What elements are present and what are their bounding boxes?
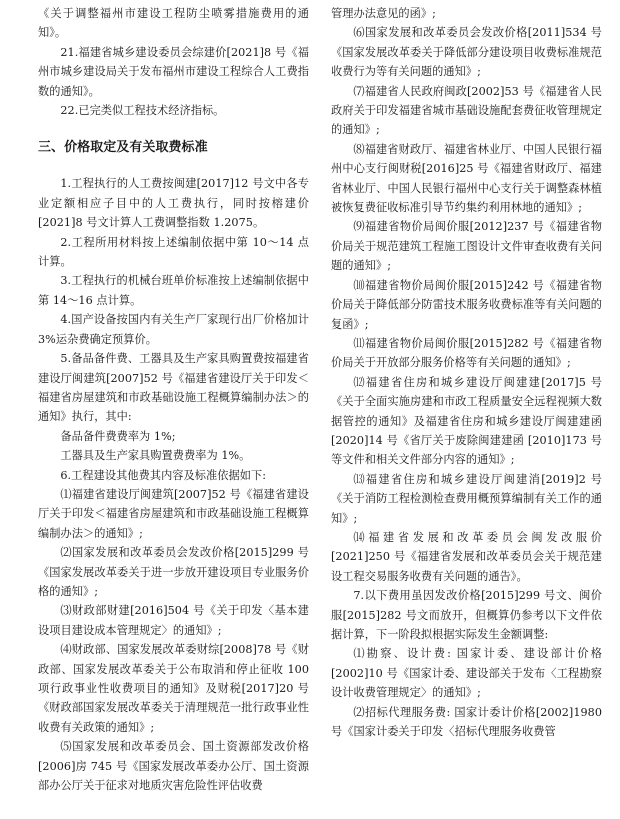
paragraph: 21.福建省城乡建设委员会综建价[2021]8 号《福州市城乡建设局关于发布福州市建设工程综合人工费指数的通知》。 (38, 45, 309, 98)
paragraph: ⑼福建省物价局闽价服[2012]237 号《福建省物价局关于规范建筑工程施工图设计文件审查收费有关问题的通知》; (331, 220, 602, 273)
paragraph: ⑹国家发展和改革委员会发改价格[2011]534 号《国家发展改革委关于降低部分建设项目收费标准规范收费行为等有关问题的通知》; (331, 26, 602, 79)
paragraph: ⑻福建省财政厅、福建省林业厅、中国人民银行福州中心支行闽财税[2016]25 号《福建省财政厅、福建省林业厅、中国人民银行福州中心支行关于调整森林植被恢复费征收标准引导节约集约利用林地的通知》; (331, 142, 602, 215)
paragraph: 工器具及生产家具购置费费率为 1%。 (60, 449, 251, 463)
paragraph: 2.工程所用材料按上述编制依据中第 10～14 点计算。 (38, 235, 309, 269)
paragraph: ⒀福建省住房和城乡建设厅闽建消[2019]2 号《关于消防工程检测检查费用概预算编制有关工作的通知》; (331, 472, 602, 525)
paragraph: ⑵招标代理服务费: 国家计委计价格[2002]1980 号《国家计委关于印发〈招标代理服务收费管 (331, 705, 602, 739)
paragraph: 4.国产设备按国内有关生产厂家现行出厂价格加计 3%运杂费确定预算价。 (38, 313, 309, 346)
paragraph: ⑴福建省建设厅闽建筑[2007]52 号《福建省建设厅关于印发＜福建省房屋建筑和市政基础设施工程概算编制办法＞的通知》; (38, 487, 309, 540)
paragraph: ⒁福建省发展和改革委员会闽发改服价[2021]250 号《福建省发展和改革委员会关于规范建设工程交易服务收费有关问题的通告》。 (331, 530, 602, 583)
paragraph: 7.以下费用虽因发改价格[2015]299 号文、闽价服[2015]282 号文而放开，但概算仍参考以下文件依据计算，下一阶段拟根据实际发生金额调整: (331, 589, 602, 641)
paragraph: 《关于调整福州市建设工程防尘喷雾措施费用的通知》。 (38, 7, 309, 40)
paragraph: ⑸国家发展和改革委员会、国土资源部发改价格[2006]房 745 号《国家发展改革委办公厅、国土资源部办公厅关于征求对地质灾害危险性评估收费 (38, 740, 309, 793)
left-column (38, 4, 309, 795)
paragraph: 备品备件费费率为 1%; (60, 429, 176, 443)
paragraph: 5.备品备件费、工器具及生产家具购置费按福建省建设厅闽建筑[2007]52 号《福建省建设厅关于印发＜福建省房屋建筑和市政基础设施工程概算编制办法＞的通知》执行，其中: (38, 352, 309, 424)
paragraph: ⑵国家发展和改革委员会发改价格[2015]299 号《国家发展改革委关于进一步放开建设项目专业服务价格的通知》; (38, 546, 309, 598)
paragraph: ⑽福建省物价局闽价服[2015]242 号《福建省物价局关于降低部分防雷技术服务收费标准等有关问题的复函》; (331, 278, 602, 331)
paragraph: ⑺福建省人民政府闽政[2002]53 号《福建省人民政府关于印发福建省城市基础设施配套费征收管理规定的通知》; (331, 84, 602, 137)
paragraph: ⑶财政部财建[2016]504 号《关于印发〈基本建设项目建设成本管理规定〉的通知》; (38, 604, 309, 637)
paragraph: 1.工程执行的人工费按闽建[2017]12 号文中各专业定额相应子目中的人工费执行，同时按榕建价[2021]8 号文计算人工费调整指数 1.2075。 (38, 177, 309, 230)
paragraph: 3.工程执行的机械台班单价标准按上述编制依据中第 14～16 点计算。 (38, 274, 309, 307)
paragraph: 管理办法意见的函》; (331, 7, 436, 20)
paragraph: ⑴勘察、设计费: 国家计委、建设部计价格[2002]10 号《国家计委、建设部关于发布〈工程勘察设计收费管理规定〉的通知》; (331, 647, 602, 700)
paragraph: 6.工程建设其他费其内容及标准依据如下: (60, 468, 267, 482)
section-heading: 三、价格取定及有关取费标准 (38, 140, 208, 156)
paragraph: ⑷财政部、国家发展改革委财综[2008]78 号《财政部、国家发展改革委关于公布取消和停止征收 100 项行政事业性收费项目的通知》及财税[2017]20 号《财政部国家发展改革委关于清理规范一批行政事业性收费有关政策的通知》; (38, 643, 309, 734)
paragraph: ⑿福建省住房和城乡建设厅闽建建[2017]5 号《关于全面实施房建和市政工程质量安全远程视频大数据管控的通知》及福建省住房和城乡建设厅闽建建函[2020]14 号《省厅关于废除闽建建函 [2010]173 号等文件和相关文件部分内容的通知》; (331, 375, 602, 467)
right-column (331, 4, 602, 741)
paragraph: ⑾福建省物价局闽价服[2015]282 号《福建省物价局关于开放部分服务价格等有关问题的通知》; (331, 336, 602, 370)
paragraph: 22.已完类似工程技术经济指标。 (60, 104, 225, 118)
